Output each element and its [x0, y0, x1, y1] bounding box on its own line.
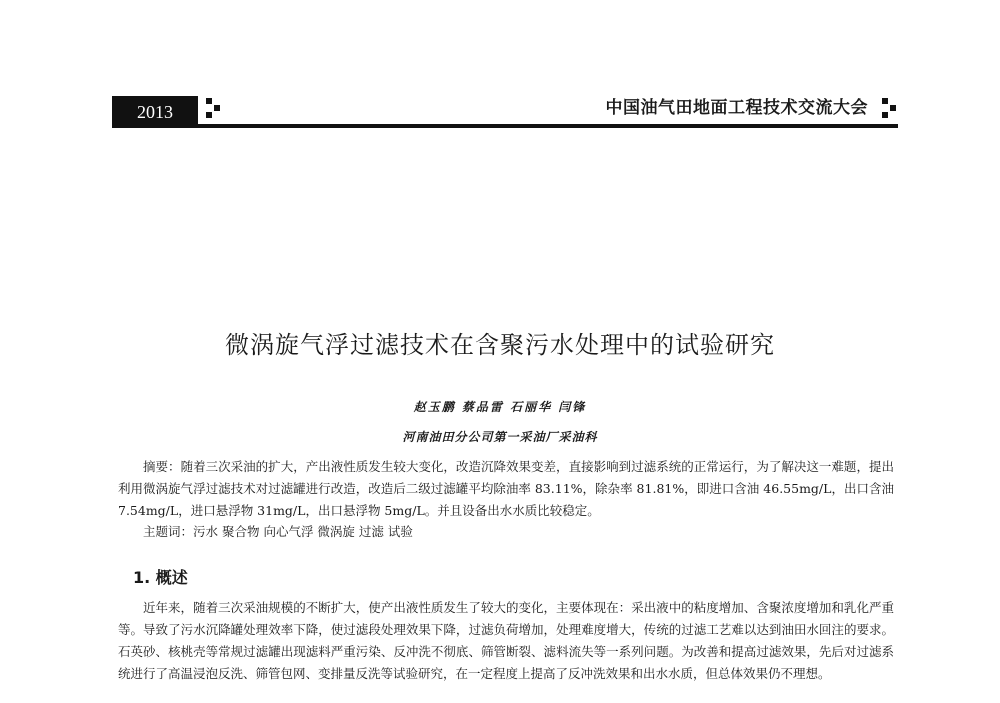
header-rule: [112, 124, 898, 128]
author-list: 赵玉鹏 蔡品雷 石丽华 闫锋: [413, 400, 587, 414]
decoration-square-icon: [890, 105, 896, 111]
running-header: [112, 96, 898, 130]
keywords-text: 污水 聚合物 向心气浮 微涡旋 过滤 试验: [193, 524, 413, 539]
decoration-square-icon: [882, 98, 888, 104]
abstract-label: 摘要：: [143, 459, 181, 474]
decoration-square-icon: [882, 112, 888, 118]
conference-name: 中国油气田地面工程技术交流大会: [605, 98, 868, 118]
section-body: 近年来，随着三次采油规模的不断扩大，使产出液性质发生了较大的变化，主要体现在：采出液中的粘度增加、含聚浓度增加和乳化严重等。导致了污水沉降罐处理效率下降，使过滤段处理效果下降，过滤负荷增加，处理难度增大，传统的过滤工艺难以达到油田水回注的要求。石英砂、核桃壳等常规过滤罐出现滤料严重污染、反冲洗不彻底、筛管断裂、滤料流失等一系列问题。为改善和提高过滤效果，先后对过滤系统进行了高温浸泡反洗、筛管包网、变排量反洗等试验研究，在一定程度上提高了反冲洗效果和出水水质，但总体效果仍不理想。: [118, 600, 894, 681]
year-badge: 2013: [112, 96, 198, 128]
paper-title: 微涡旋气浮过滤技术在含聚污水处理中的试验研究: [225, 331, 775, 359]
decoration-square-icon: [206, 112, 212, 118]
abstract: [118, 456, 894, 522]
affiliation: 河南油田分公司第一采油厂采油科: [402, 430, 598, 444]
abstract-text: 随着三次采油的扩大，产出液性质发生较大变化，改造沉降效果变差，直接影响到过滤系统的正常运行，为了解决这一难题，提出利用微涡旋气浮过滤技术对过滤罐进行改造，改造后二级过滤罐平均除油率 83.11%，除杂率 81.81%，即进口含油 46.55mg/L，出口含油 7.54mg/L，进口悬浮物 31mg/L，出口悬浮物 5mg/L。并且设备出水水质比较稳定。: [118, 459, 894, 518]
keywords-label: 主题词：: [143, 524, 194, 539]
decoration-square-icon: [214, 105, 220, 111]
section-heading: 1. 概述: [133, 568, 188, 587]
decoration-square-icon: [206, 98, 212, 104]
keywords: [118, 521, 894, 543]
